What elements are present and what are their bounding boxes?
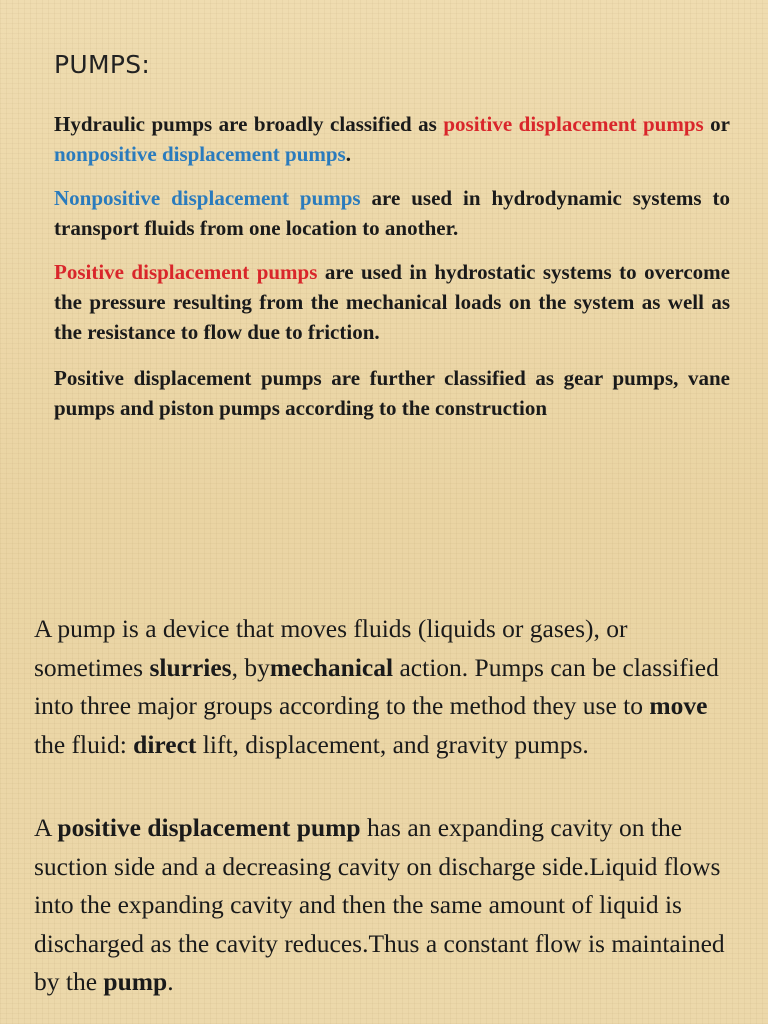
text: the fluid: <box>34 729 134 759</box>
paragraph-further-classification <box>54 363 730 423</box>
term-nonpositive-displacement: Nonpositive displacement pumps <box>54 186 361 210</box>
text: . <box>345 142 351 166</box>
text: . <box>167 967 174 996</box>
paragraph-positive <box>54 257 730 347</box>
term-positive-displacement: Positive displacement pumps <box>54 260 318 284</box>
term-nonpositive-displacement: nonpositive displacement pumps <box>54 142 346 166</box>
text: A pump is a device that moves fluids (liquids or gases), or sometimes <box>34 614 628 682</box>
term-pump: pump <box>103 967 168 996</box>
term-positive-displacement: positive displacement pumps <box>443 112 704 136</box>
term-mechanical: mechanical <box>269 652 394 682</box>
slide-title: PUMPS: <box>54 50 151 79</box>
text: Positive displacement pumps are further classified as gear pumps, vane pumps and piston pumps according to the construction <box>54 366 730 420</box>
term-direct: direct <box>133 729 197 759</box>
text: A <box>34 813 58 842</box>
text: or <box>703 112 730 136</box>
paragraph-classification <box>54 109 730 169</box>
text: Hydraulic pumps are broadly classified as <box>54 112 444 136</box>
paragraph-nonpositive <box>54 183 730 243</box>
text: has an expanding cavity on the suction side and a decreasing cavity on discharge side.Liquid flows into the expanding cavity and then the same amount of liquid is discharged as the cavity reduces.Thus a constant flow is maintained by the <box>34 813 725 996</box>
term-positive-displacement-pump: positive displacement pump <box>57 813 361 842</box>
text: , by <box>231 652 270 682</box>
term-move: move <box>649 691 708 720</box>
text: are used in hydrostatic systems to overcome the pressure resulting from the mechanical loads on the system as well as the resistance to flow due to friction. <box>54 260 730 344</box>
slide-pump-definition <box>0 590 768 1024</box>
paragraph-pump-definition <box>34 610 738 764</box>
paragraph-positive-displacement-pump <box>34 809 738 1002</box>
term-slurries: slurries <box>149 652 232 682</box>
text: lift, displacement, and gravity pumps. <box>196 729 589 759</box>
text: action. Pumps can be classified into three major groups according to the method they use to <box>34 652 719 720</box>
text: are used in hydrodynamic systems to transport fluids from one location to another. <box>54 186 730 240</box>
